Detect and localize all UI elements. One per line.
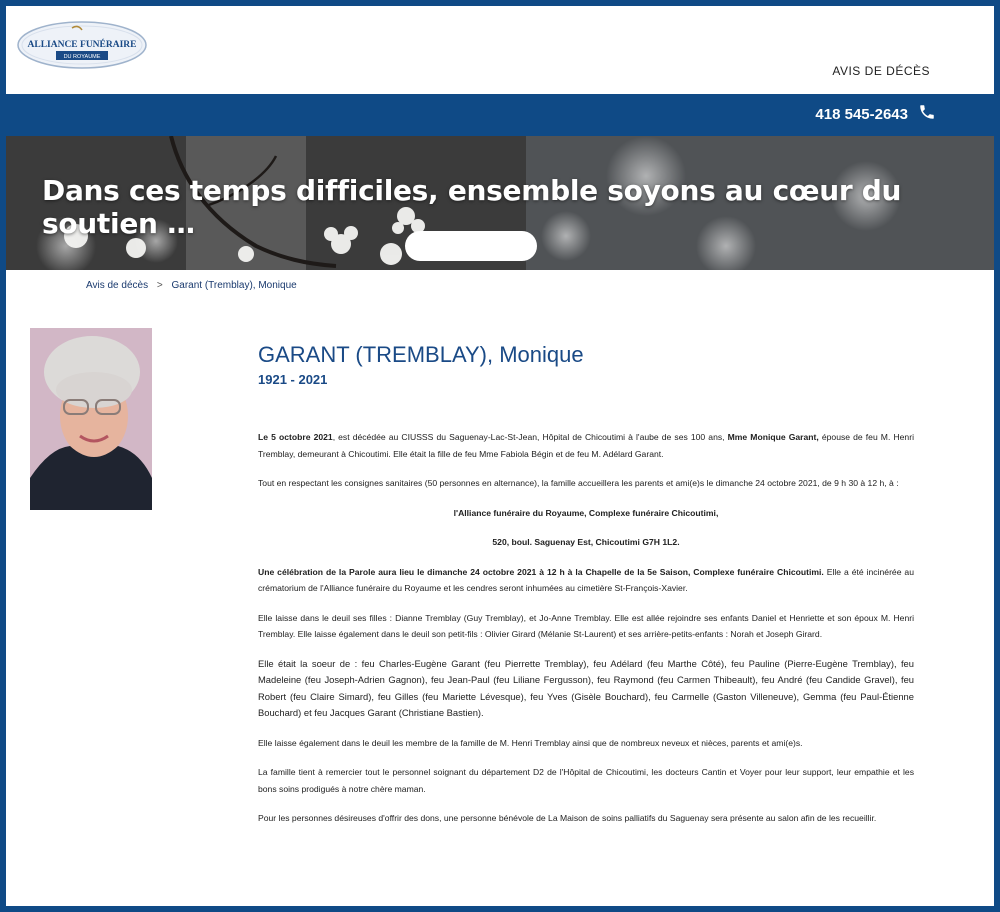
- deceased-name: GARANT (TREMBLAY), Monique: [258, 342, 584, 367]
- text: épouse de feu M. Henri Tremblay, demeurant à Chicoutimi. Elle était la fille de feu Mme Fabiola Bégin et de feu M. Adélard Garant.: [258, 432, 914, 459]
- obituary-body: [258, 429, 914, 827]
- paragraph-extended-family: Elle laisse également dans le deuil les membre de la famille de M. Henri Tremblay ainsi que de nombreux neveux et nièces, parents et ami(e)s.: [258, 737, 803, 748]
- phone-number[interactable]: 418 545-2643: [815, 106, 908, 123]
- paragraph-siblings: Elle était la soeur de : feu Charles-Eugène Garant (feu Pierrette Tremblay), feu Adélard (feu Marthe Côté), feu Pauline (Pierre-Eugène Tremblay), feu Madeleine (feu Joseph-Adrien Gagnon), feu Jean-Paul (feu Liliane Fergusson), feu Raymond (feu Carmen Thibeault), feu André (feu Candide Gravel), feu Robert (feu Claire Simard), feu Gilles (feu Mariette Lévesque), feu Yves (Gisèle Bouchard), feu Carmelle (Gaston Villeneuve), Gemma (feu Paul-Étienne Bouchard) et feu Jacques Garant (Christiane Bastien).: [258, 657, 914, 718]
- visitation-place: l'Alliance funéraire du Royaume, Complexe funéraire Chicoutimi,: [453, 507, 719, 518]
- death-date: Le 5 octobre 2021: [258, 432, 333, 442]
- hero-title: Dans ces temps difficiles, ensemble soyons au cœur du soutien …: [42, 174, 902, 240]
- paragraph-visitation: Tout en respectant les consignes sanitaires (50 personnes en alternance), la famille accueillera les parents et ami(e)s le dimanche 24 octobre 2021, de 9 h 30 à 12 h, à :: [258, 478, 899, 488]
- deceased-years: 1921 - 2021: [258, 372, 328, 387]
- breadcrumb-link-avis[interactable]: Avis de décès: [86, 280, 149, 291]
- paragraph-thanks: La famille tient à remercier tout le personnel soignant du département D2 de l'Hôpital de Chicoutimi, les docteurs Cantin et Voyer pour leur support, leur empathie et les bons soins prodigués à notre chère maman.: [258, 767, 914, 794]
- page-frame: [6, 6, 994, 906]
- alliance-funeraire-logo[interactable]: [16, 20, 148, 70]
- hero-button[interactable]: [405, 231, 537, 261]
- site-header: [6, 6, 994, 94]
- svg-text:ALLIANCE FUNÉRAIRE: ALLIANCE FUNÉRAIRE: [27, 40, 137, 50]
- deceased-portrait-photo: [30, 328, 152, 510]
- breadcrumb-separator: >: [156, 280, 163, 291]
- paragraph-family: Elle laisse dans le deuil ses filles : Dianne Tremblay (Guy Tremblay), et Jo-Anne Tremblay. Elle est allée rejoindre ses enfants Daniel et Henriette et son époux M. Henri Tremblay. Elle laisse également dans le deuil son petit-fils : Olivier Girard (Mélanie St-Laurent) et ses arrière-petits-enfants : Norah et Joseph Girard.: [258, 612, 914, 639]
- svg-text:DU ROYAUME: DU ROYAUME: [63, 54, 101, 60]
- paragraph-celebration: [258, 564, 914, 597]
- paragraph-donations: Pour les personnes désireuses d'offrir des dons, une personne bénévole de La Maison de soins palliatifs du Saguenay sera présente au salon afin de les recueillir.: [258, 813, 877, 823]
- obituary-content: [258, 342, 914, 840]
- visitation-address: 520, boul. Saguenay Est, Chicoutimi G7H 1L2.: [492, 537, 680, 547]
- celebration-details: Une célébration de la Parole aura lieu le dimanche 24 octobre 2021 à 12 h à la Chapelle de la 5e Saison, Complexe funéraire Chicoutimi.: [258, 566, 824, 577]
- deceased-fullname: Mme Monique Garant,: [727, 432, 819, 442]
- paragraph-death-notice: [258, 429, 914, 462]
- phone-icon[interactable]: [918, 103, 936, 121]
- nav-avis-de-deces[interactable]: AVIS DE DÉCÈS: [832, 64, 930, 78]
- text: Elle a été incinérée au crématorium de l'Alliance funéraire du Royaume et les cendres seront inhumées au cimetière St-François-Xavier.: [258, 566, 914, 593]
- hero-banner: [6, 136, 994, 270]
- breadcrumb-current[interactable]: Garant (Tremblay), Monique: [171, 280, 297, 291]
- text: , est décédée au CIUSSS du Saguenay-Lac-St-Jean, Hôpital de Chicoutimi à l'aube de ses 100 ans,: [332, 432, 728, 442]
- breadcrumb: [86, 280, 303, 291]
- phone-bar: [6, 94, 994, 136]
